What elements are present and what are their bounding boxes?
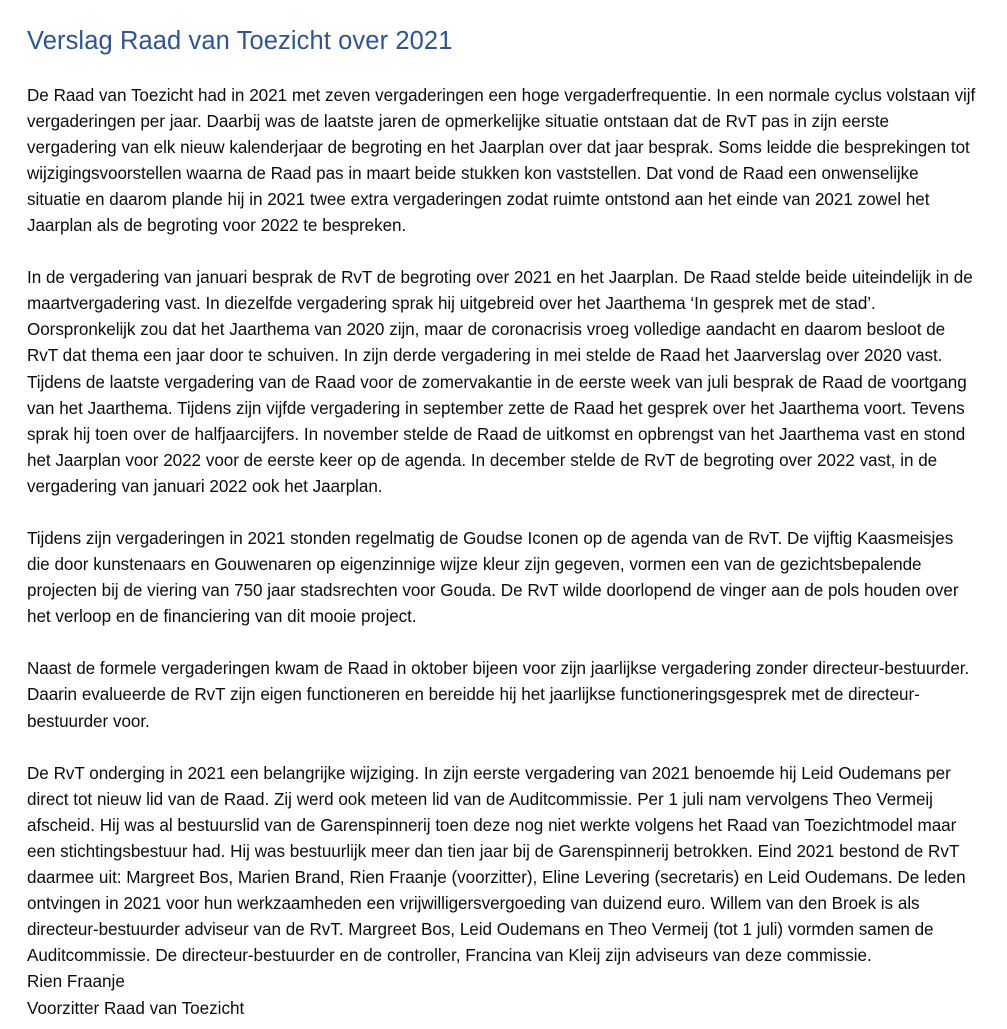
paragraph-board-composition: De RvT onderging in 2021 een belangrijke wijziging. In zijn eerste vergadering van 2021 benoemde hij Leid Oudemans per direct tot nieuw lid van de Raad. Zij werd ook meteen lid van de Auditcommissie. Per 1 juli nam vervolgens Theo Vermeij afscheid. Hij was al bestuurslid van de Garenspinnerij toen deze nog niet werkte volgens het Raad van Toezichtmodel maar een stichtingsbestuur had. Hij was bestuurlijk meer dan tien jaar bij de Garenspinnerij betrokken. Eind 2021 bestond de RvT daarmee uit: Margreet Bos, Marien Brand, Rien Fraanje (voorzitter), Eline Levering (secretaris) en Leid Oudemans. De leden ontvingen in 2021 voor hun werkzaamheden een vrijwilligersvergoeding van duizend euro. Willem van den Broek is als directeur-bestuurder adviseur van de RvT. Margreet Bos, Leid Oudemans en Theo Vermeij (tot 1 juli) vormden samen de Auditcommissie. De directeur-bestuurder en de controller, Francina van Kleij zijn adviseurs van deze commissie. [27,763,966,966]
paragraph-meeting-frequency: De Raad van Toezicht had in 2021 met zeven vergaderingen een hoge vergaderfrequentie. In een normale cyclus volstaan vijf vergaderingen per jaar. Daarbij was de laatste jaren de opmerkelijke situatie ontstaan dat de RvT pas in zijn eerste vergadering van elk nieuw kalenderjaar de begroting en het Jaarplan over dat jaar besprak. Soms leidde die besprekingen tot wijzigingsvoorstellen waarna de Raad pas in maart beide stukken kon vaststellen. Dat vond de Raad een onwenselijke situatie en daarom plande hij in 2021 twee extra vergaderingen zodat ruimte ontstond aan het einde van 2021 zowel het Jaarplan als de begroting voor 2022 te bespreken. [27,85,976,236]
paragraph-meeting-overview: In de vergadering van januari besprak de RvT de begroting over 2021 en het Jaarplan. De Raad stelde beide uiteindelijk in de maartvergadering vast. In diezelfde vergadering sprak hij uitgebreid over het Jaarthema ‘In gesprek met de stad’. Oorspronkelijk zou dat het Jaarthema van 2020 zijn, maar de coronacrisis vroeg volledige aandacht en daarom besloot de RvT dat thema een jaar door te schuiven. In zijn derde vergadering in mei stelde de Raad het Jaarverslag over 2020 vast. Tijdens de laatste vergadering van de Raad voor de zomervakantie in de eerste week van juli besprak de Raad de voortgang van het Jaarthema. Tijdens zijn vijfde vergadering in september zette de Raad het gesprek over het Jaarthema voort. Tevens sprak hij toen over de halfjaarcijfers. In november stelde de Raad de uitkomst en opbrengst van het Jaarthema vast en stond het Jaarplan voor 2022 voor de eerste keer op de agenda. In december stelde de RvT de begroting over 2022 vast, in de vergadering van januari 2022 ook het Jaarplan. [27,268,973,496]
page-title: Verslag Raad van Toezicht over 2021 [27,27,453,55]
signature-role: Voorzitter Raad van Toezicht [27,998,245,1018]
signature-name: Rien Fraanje [27,972,125,992]
paragraph-goudse-iconen: Tijdens zijn vergaderingen in 2021 stonden regelmatig de Goudse Iconen op de agenda van de RvT. De vijftig Kaasmeisjes die door kunstenaars en Gouwenaren op eigenzinnige wijze kleur zijn gegeven, vormen een van de gezichtsbepalende projecten bij de viering van 750 jaar stadsrechten voor Gouda. De RvT wilde doorlopend de vinger aan de pols houden over het verloop en de financiering van dit mooie project. [27,529,959,627]
paragraph-self-evaluation: Naast de formele vergaderingen kwam de Raad in oktober bijeen voor zijn jaarlijkse vergadering zonder directeur-bestuurder. Daarin evalueerde de RvT zijn eigen functioneren en bereidde hij het jaarlijkse functioneringsgesprek met de directeur-bestuurder voor. [27,659,970,731]
signature-block [27,969,977,1021]
